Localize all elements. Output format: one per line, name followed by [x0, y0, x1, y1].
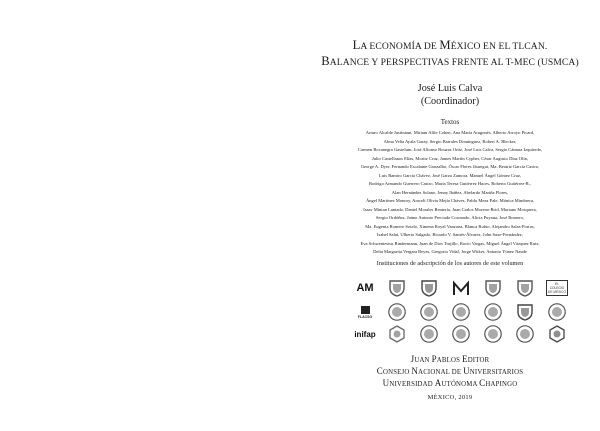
emblem-logo-2 — [546, 324, 568, 344]
author-line: Rodrigo Armando Guerrero Castro, María Teresa Gutiérrez Haces, Roberto Gutiérrez-R., — [368, 181, 532, 186]
book-title-line-1: LA ECONOMÍA DE MÉXICO EN EL TLCAN. — [352, 38, 548, 52]
author-line: Sergio Ordóñez, Jaime Antonio Preciado Coronado, Alicia Puyana, José Romero, — [375, 215, 525, 220]
publishers-block — [300, 354, 600, 390]
author-line: Alan Hernández Solano, Jenny Ibáñez, Abelardo Mariña Flores, — [391, 189, 509, 195]
author-line: Carmen Bocanegra Gastelum, José Alfonso Bouzas Ortiz, José Luis Calva, Sergio Cámara Izquierdo, — [357, 147, 543, 152]
inifap-logo: inifap — [354, 329, 376, 339]
author-line: Isaac Minian Laniado, Daniel Morales Rentería, Juan Carlos Moreno-Brid, Mariano Mosquera, — [363, 206, 537, 212]
authors-list — [322, 129, 578, 257]
seal-logo-5 — [546, 302, 568, 322]
texts-label: Textos — [440, 118, 460, 126]
seal-logo-9 — [514, 324, 536, 344]
author-line: Eva Schwentesius Rindermann, Juan de Dios Trujillo, Rocío Vargas, Miguel Ángel Vázquez Ruiz, — [360, 240, 540, 246]
colmex-logo: EL COLEGIO DE MÉXICO — [546, 278, 568, 298]
uam-logo — [450, 278, 472, 298]
shield-logo — [514, 302, 536, 322]
title-page — [300, 0, 600, 431]
author-line: Ángel Martínez Monroy, Araceli Olivia Mejía Chávez, Pablo Meza Pale, Mónica Mimbrera, — [365, 198, 534, 203]
author-line: Delia Margarita Vergara Reyes, Gregorio Vidal, Jorge Witker, Antonio Yúnez Naude — [373, 249, 527, 254]
author-line: Alma Velia Ayala Garay, Sergio Barrales Domínguez, Robert A. Blecker, — [383, 138, 517, 144]
book-title — [300, 38, 600, 70]
emblem-logo-1 — [386, 324, 408, 344]
coordinator-role: (Coordinador) — [420, 95, 480, 107]
seal-logo-2 — [418, 302, 440, 322]
crest-logo-2 — [418, 278, 440, 298]
crest-logo-3 — [482, 278, 504, 298]
publisher-line: JUAN PABLOS EDITOR — [410, 354, 490, 364]
coordinator-block — [300, 83, 600, 108]
seal-logo-3 — [450, 302, 472, 322]
seal-logo-1 — [386, 302, 408, 322]
author-line: Isabel Salat, Ulberto Salgado, Ricardo V. Santés-Álvarez, John Saxe-Fernández, — [377, 232, 523, 237]
coordinator-name: José Luis Calva — [417, 83, 483, 94]
flacso-logo: FLACSO — [354, 302, 376, 322]
crest-logo-1 — [386, 278, 408, 298]
seal-logo-7 — [450, 324, 472, 344]
author-line: Arturo Alcalde Justiniani, Miriam Alfie Cohen, Ana María Aragonés, Alberto Arroyo Picard, — [365, 130, 535, 135]
author-line: George A. Dyer, Fernando Escalante Gonzalbo, Óscar Flores Jáuregui, Ma. Beatriz García Castro, — [360, 164, 540, 169]
seal-logo-8 — [482, 324, 504, 344]
author-line: Ma. Eugenia Romero Sotelo, Ximena Royal Vanzona, Blanca Rubio, Alejandro Salas-Porras, — [365, 223, 535, 229]
city-year: MÉXICO, 2019 — [427, 394, 473, 401]
author-line: Julio Castellanos Elías, Moritz Cruz, James Martín Cypher, César Augusto Díaz Olín, — [371, 155, 529, 161]
book-title-line-2: BALANCE Y PERSPECTIVAS FRENTE AL T-MEC (USMCA) — [321, 54, 579, 68]
publisher-line: CONSEJO NACIONAL DE UNIVERSITARIOS — [376, 366, 524, 376]
seal-logo-6 — [418, 324, 440, 344]
author-line: Luis Ramiro García Chávez, José Garza Zamora, Manuel Ángel Gómez Cruz, — [378, 172, 522, 178]
crest-logo-4 — [514, 278, 536, 298]
institution-logos — [346, 278, 566, 344]
unam-logo: AM — [356, 282, 374, 294]
institutions-label: Instituciones de adscripción de los autores de este volumen — [376, 260, 524, 267]
publisher-line: UNIVERSIDAD AUTÓNOMA CHAPINGO — [382, 378, 518, 388]
seal-logo-4 — [482, 302, 504, 322]
